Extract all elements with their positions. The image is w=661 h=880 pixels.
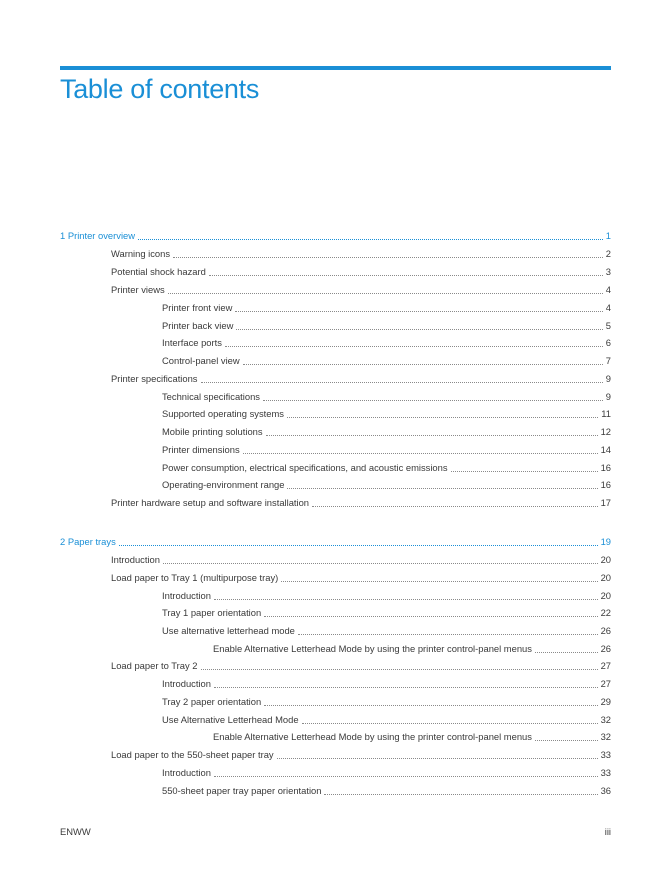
- toc-label: Load paper to the 550-sheet paper tray: [111, 749, 274, 760]
- toc-page: 32: [600, 731, 611, 742]
- footer-left: ENWW: [60, 826, 91, 837]
- toc-entry[interactable]: [162, 337, 611, 349]
- dot-leader: [168, 292, 603, 294]
- toc-entry[interactable]: [162, 408, 611, 420]
- dot-leader: [535, 739, 598, 741]
- toc-label: Technical specifications: [162, 391, 260, 402]
- dot-leader: [243, 363, 603, 365]
- dot-leader: [266, 434, 598, 436]
- toc-page: 12: [600, 426, 611, 437]
- toc-page: 27: [600, 660, 611, 671]
- toc-chapter[interactable]: [60, 536, 611, 548]
- toc-entry[interactable]: [162, 462, 611, 474]
- toc-label: Introduction: [162, 767, 211, 778]
- footer-page-number: iii: [604, 826, 611, 837]
- toc-chapter[interactable]: [60, 230, 611, 242]
- toc-page: 19: [600, 536, 611, 547]
- toc-page: 6: [605, 337, 611, 348]
- toc-label: Use alternative letterhead mode: [162, 625, 295, 636]
- toc-page: 29: [600, 696, 611, 707]
- toc-entry[interactable]: [162, 320, 611, 332]
- toc-entry[interactable]: [111, 284, 611, 296]
- toc-label: Printer dimensions: [162, 444, 240, 455]
- dot-leader: [243, 452, 598, 454]
- dot-leader: [264, 615, 597, 617]
- toc-page: 17: [600, 497, 611, 508]
- toc-label: Control-panel view: [162, 355, 240, 366]
- toc-page: 5: [605, 320, 611, 331]
- dot-leader: [324, 793, 597, 795]
- dot-leader: [451, 470, 598, 472]
- toc-label: Operating-environment range: [162, 479, 285, 490]
- dot-leader: [163, 562, 598, 564]
- toc-label: Enable Alternative Letterhead Mode by using the printer control-panel menus: [213, 643, 532, 654]
- toc-page: 9: [605, 373, 611, 384]
- dot-leader: [312, 505, 598, 507]
- toc-label: Enable Alternative Letterhead Mode by using the printer control-panel menus: [213, 731, 532, 742]
- toc-label: Supported operating systems: [162, 408, 284, 419]
- toc-label: Potential shock hazard: [111, 266, 206, 277]
- toc-page: 26: [600, 625, 611, 636]
- toc-page: 16: [600, 479, 611, 490]
- dot-leader: [264, 704, 597, 706]
- dot-leader: [287, 416, 598, 418]
- toc-page: 2: [605, 248, 611, 259]
- toc-entry[interactable]: [162, 767, 611, 779]
- toc-entry[interactable]: [111, 373, 611, 385]
- dot-leader: [225, 345, 603, 347]
- toc-label: 550-sheet paper tray paper orientation: [162, 785, 322, 796]
- dot-leader: [236, 328, 602, 330]
- dot-leader: [138, 238, 603, 240]
- dot-leader: [214, 775, 598, 777]
- toc-label: Introduction: [111, 554, 160, 565]
- toc-page: 4: [605, 302, 611, 313]
- dot-leader: [214, 598, 598, 600]
- dot-leader: [209, 274, 603, 276]
- toc-entry[interactable]: [162, 355, 611, 367]
- toc-page: 4: [605, 284, 611, 295]
- toc-label: Warning icons: [111, 248, 171, 259]
- toc-entry[interactable]: [162, 391, 611, 403]
- toc-entry[interactable]: [162, 625, 611, 637]
- toc-label: 1 Printer overview: [60, 230, 136, 241]
- toc-entry[interactable]: [111, 266, 611, 278]
- toc-label: Printer back view: [162, 320, 234, 331]
- toc-label: Printer front view: [162, 302, 233, 313]
- toc-label: Tray 2 paper orientation: [162, 696, 262, 707]
- toc-page: 20: [600, 554, 611, 565]
- dot-leader: [173, 256, 603, 258]
- toc-label: Introduction: [162, 678, 211, 689]
- toc-entry[interactable]: [111, 749, 611, 761]
- page-title: Table of contents: [60, 74, 260, 104]
- toc-page: 36: [600, 785, 611, 796]
- toc-label: Use Alternative Letterhead Mode: [162, 714, 299, 725]
- dot-leader: [201, 668, 598, 670]
- dot-leader: [281, 580, 597, 582]
- toc-page: 7: [605, 355, 611, 366]
- dot-leader: [535, 651, 598, 653]
- toc-entry[interactable]: [162, 785, 611, 797]
- toc-entry[interactable]: [162, 590, 611, 602]
- toc-page: 14: [600, 444, 611, 455]
- toc-label: 2 Paper trays: [60, 536, 116, 547]
- toc-entry[interactable]: [111, 497, 611, 509]
- dot-leader: [302, 722, 598, 724]
- toc-entry[interactable]: [213, 643, 611, 655]
- toc-page: 1: [605, 230, 611, 241]
- toc-label: Load paper to Tray 2: [111, 660, 198, 671]
- dot-leader: [201, 381, 603, 383]
- toc-page: 26: [600, 643, 611, 654]
- toc-label: Load paper to Tray 1 (multipurpose tray): [111, 572, 279, 583]
- toc-label: Mobile printing solutions: [162, 426, 263, 437]
- toc-label: Printer specifications: [111, 373, 198, 384]
- toc-page: 33: [600, 749, 611, 760]
- dot-leader: [263, 399, 603, 401]
- toc-page: 32: [600, 714, 611, 725]
- toc-page: 9: [605, 391, 611, 402]
- toc-entry[interactable]: [162, 714, 611, 726]
- toc-entry[interactable]: [213, 731, 611, 743]
- toc-entry[interactable]: [111, 660, 611, 672]
- dot-leader: [235, 310, 602, 312]
- toc-page: 20: [600, 572, 611, 583]
- dot-leader: [298, 633, 598, 635]
- dot-leader: [119, 544, 598, 546]
- dot-leader: [277, 757, 598, 759]
- toc-entry[interactable]: [162, 678, 611, 690]
- dot-leader: [214, 686, 598, 688]
- toc-entry[interactable]: [162, 479, 611, 491]
- toc-entry[interactable]: [111, 248, 611, 260]
- toc-label: Introduction: [162, 590, 211, 601]
- toc-entry[interactable]: [162, 444, 611, 456]
- toc-entry[interactable]: [162, 696, 611, 708]
- toc-label: Printer hardware setup and software installation: [111, 497, 310, 508]
- toc-entry[interactable]: [162, 426, 611, 438]
- toc-page: 11: [601, 408, 611, 419]
- toc-page: 22: [600, 607, 611, 618]
- toc-entry[interactable]: [162, 607, 611, 619]
- toc-page: 20: [600, 590, 611, 601]
- toc-entry[interactable]: [111, 572, 611, 584]
- toc-entry[interactable]: [162, 302, 611, 314]
- toc-label: Interface ports: [162, 337, 222, 348]
- toc-label: Tray 1 paper orientation: [162, 607, 262, 618]
- dot-leader: [287, 487, 597, 489]
- toc-entry[interactable]: [111, 554, 611, 566]
- toc-label: Printer views: [111, 284, 165, 295]
- toc-page: 16: [600, 462, 611, 473]
- toc-label: Power consumption, electrical specifications, and acoustic emissions: [162, 462, 448, 473]
- toc-page: 33: [600, 767, 611, 778]
- toc-page: 3: [605, 266, 611, 277]
- toc-page: 27: [600, 678, 611, 689]
